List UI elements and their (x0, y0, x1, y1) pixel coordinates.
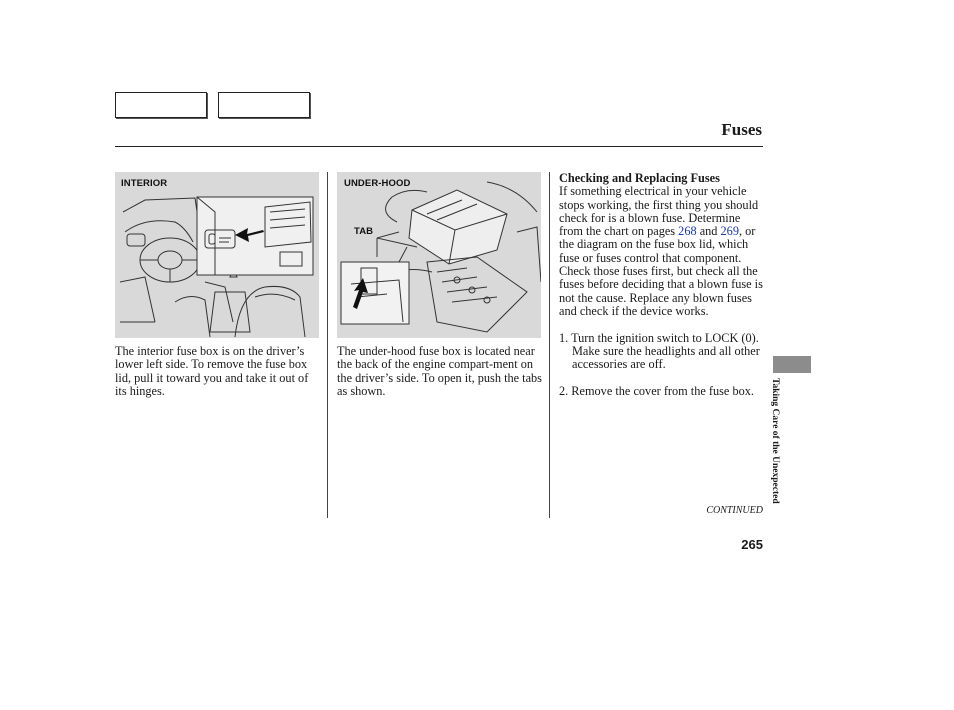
section-tab-marker (773, 356, 811, 373)
continued-label: CONTINUED (706, 505, 763, 516)
underhood-paragraph: The under-hood fuse box is located near the back of the engine compart-ment on the driver’s side. To open it, push the tabs as shown. (337, 344, 542, 398)
checking-fuses-section (559, 172, 764, 398)
interior-description (115, 345, 319, 398)
column-divider-1 (327, 172, 328, 518)
interior-fuse-figure (115, 172, 319, 338)
title-rule (115, 146, 763, 147)
column-divider-2 (549, 172, 550, 518)
section-side-label: Taking Care of the Unexpected (770, 378, 780, 504)
page-268-link[interactable]: 268 (678, 224, 697, 239)
step-1: 1. Turn the ignition switch to LOCK (0). Make sure the headlights and all other accessories are off. (559, 330, 760, 372)
nav-back-button[interactable] (115, 92, 207, 118)
section-intro (559, 185, 764, 318)
tab-callout-label: TAB (354, 226, 374, 237)
underhood-illustration (337, 172, 541, 338)
interior-figure-label: INTERIOR (121, 178, 168, 189)
page-269-link[interactable]: 269 (720, 224, 739, 239)
underhood-description (337, 345, 542, 398)
intro-text-start: If something electrical in your vehicle stops working, the first thing you should check for is a blown fuse. Determine from the chart on pages (559, 184, 759, 239)
nav-next-button[interactable] (218, 92, 310, 118)
underhood-fuse-figure (337, 172, 541, 338)
page-number: 265 (741, 537, 763, 552)
underhood-figure-label: UNDER-HOOD (344, 178, 411, 189)
step-2: 2. Remove the cover from the fuse box. (559, 383, 754, 398)
section-heading: Checking and Replacing Fuses (559, 171, 720, 185)
intro-text-and: and (696, 224, 721, 239)
page-title: Fuses (721, 120, 762, 139)
interior-paragraph: The interior fuse box is on the driver’s lower left side. To remove the fuse box lid, pull it toward you and take it out of its hinges. (115, 344, 309, 398)
intro-text-end: , or the diagram on the fuse box lid, which fuse or fuses control that component. Check those fuses first, but check all the fuses before deciding that a blown fuse is not the cause. Replace any blown fuses and check if the device works. (559, 224, 763, 318)
interior-illustration (115, 172, 319, 338)
